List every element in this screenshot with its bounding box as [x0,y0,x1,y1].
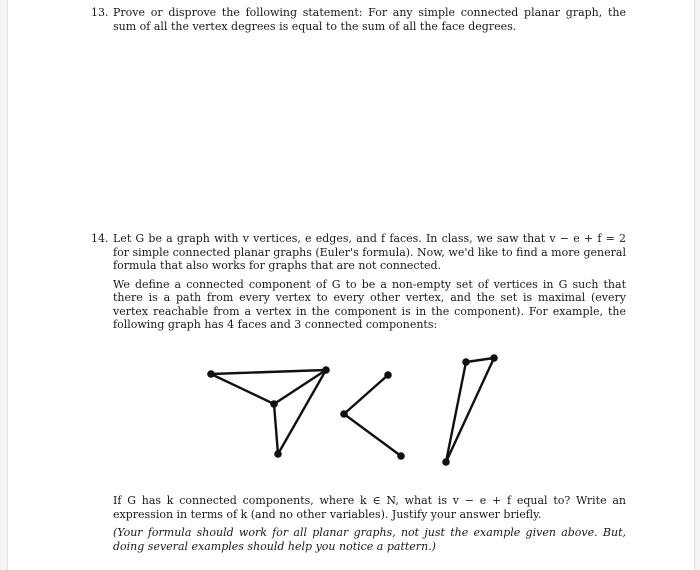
graph-edge [274,404,278,454]
example-graph-figure [198,350,518,470]
problem-14-definition: We define a connected component of G to be a non-empty set of vertices in G such that there is a path from every vertex to every other vertex, and the set is maximal (every vertex reachable from a vertex in the component is in the component). For example, the following graph has 4 faces and 3 connected components: [113,277,626,331]
problem-14-question-text: If G has k connected components, where k ∈ N, what is v − e + f equal to? Write an expression in terms of k (and no other variables). Justify your answer briefly. [113,494,626,521]
graph-edge [344,375,388,414]
graph-vertex [384,371,392,379]
graph-vertex [322,366,330,374]
problem-13-text: Prove or disprove the following statement: For any simple connected planar graph, the sum of all the vertex degrees is equal to the sum of all the face degrees. [113,6,626,33]
problem-14-number: 14. [91,232,109,245]
problem-13-number: 13. [91,6,109,19]
graph-vertex [340,410,348,418]
graph-edge [211,374,274,404]
graph-edge [344,414,401,456]
graph-edges [211,358,494,462]
graph-vertex [207,370,215,378]
graph-vertices [207,354,498,466]
problem-13 [91,6,626,38]
graph-edge [278,370,326,454]
graph-edge [274,370,326,404]
document-page [7,0,695,570]
graph-vertex [490,354,498,362]
graph-edge [446,358,494,462]
graph-edge [211,370,326,374]
problem-14-hint: (Your formula should work for all planar graphs, not just the example given above. But, doing several examples should help you notice a pattern.) [113,526,626,553]
graph-vertex [462,358,470,366]
graph-vertex [270,400,278,408]
problem-14 [91,232,626,337]
graph-vertex [397,452,405,460]
problem-14-question [91,494,626,558]
graph-vertex [274,450,282,458]
problem-14-intro: Let G be a graph with v vertices, e edges, and f faces. In class, we saw that v − e + f = 2 for simple connected planar graphs (Euler's formula). Now, we'd like to find a more general formula that also works for graphs that are not connected. [113,232,626,272]
graph-edge [466,358,494,362]
graph-edge [446,362,466,462]
graph-vertex [442,458,450,466]
